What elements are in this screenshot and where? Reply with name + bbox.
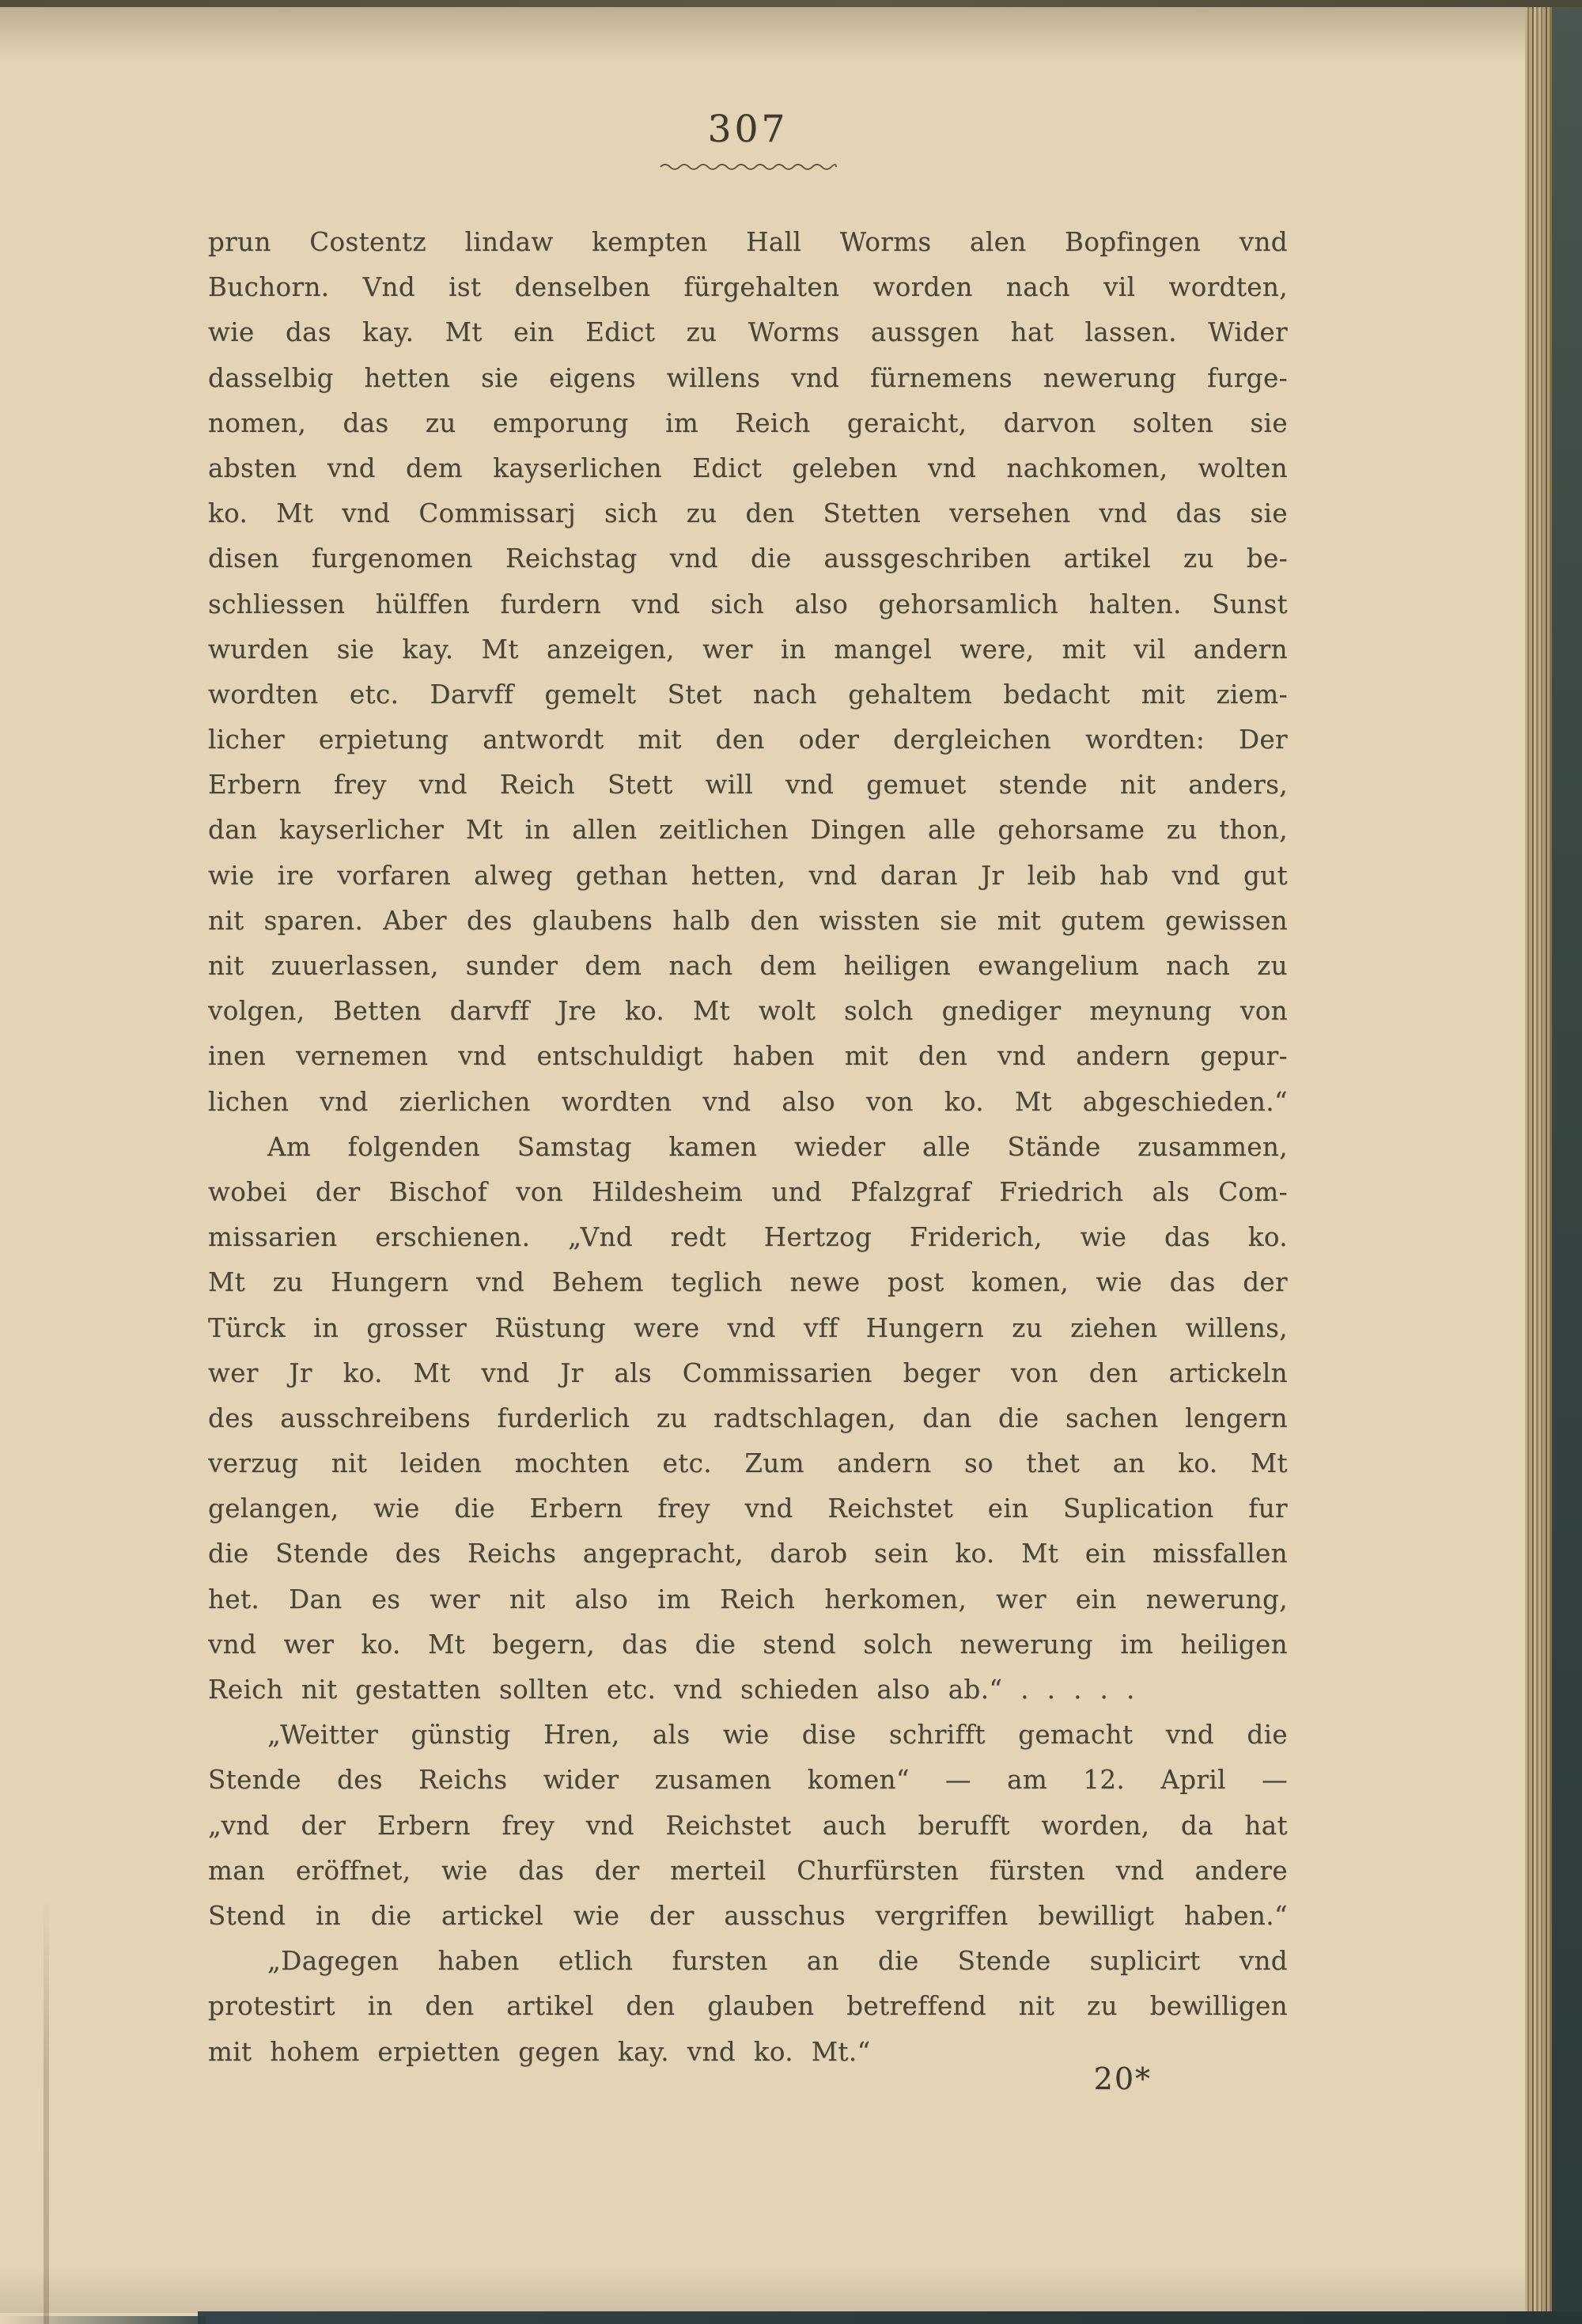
text-line: „Weitter günstig Hren, als wie dise schrifft gemacht vnd die <box>267 1720 1288 1751</box>
text-line: ko. Mt vnd Commissarj sich zu den Stetten versehen vnd das sie <box>208 498 1288 529</box>
text-line: nit zuuerlassen, sunder dem nach dem heiligen ewangelium nach zu <box>208 951 1288 981</box>
text-line: protestirt in den artikel den glauben betreffend nit zu bewilligen <box>208 1991 1288 2022</box>
scan-bottom-edge-fade <box>0 2316 206 2324</box>
paper-shadow-top <box>0 6 1582 62</box>
text-line: Stende des Reichs wider zusamen komen“ — am 12. April — <box>208 1765 1288 1796</box>
text-line: wie ire vorfaren alweg gethan hetten, vnd daran Jr leib hab vnd gut <box>208 860 1288 891</box>
text-line: vnd wer ko. Mt begern, das die stend solch newerung im heiligen <box>208 1629 1288 1660</box>
text-line: gelangen, wie die Erbern frey vnd Reichstet ein Suplication fur <box>208 1493 1288 1524</box>
text-line: schliessen hülffen furdern vnd sich also gehorsamlich halten. Sunst <box>208 589 1288 619</box>
text-line: nomen, das zu emporung im Reich geraicht, darvon solten sie <box>208 407 1288 438</box>
book-page-edges <box>1525 0 1552 2324</box>
text-line: dasselbig hetten sie eigens willens vnd fürnemens newerung furge- <box>208 362 1288 393</box>
page-header <box>208 109 1288 171</box>
text-line: Türck in grosser Rüstung were vnd vff Hungern zu ziehen willens, <box>208 1312 1288 1343</box>
text-line: wordten etc. Darvff gemelt Stet nach gehaltem bedacht mit ziem- <box>208 679 1288 710</box>
text-line: lichen vnd zierlichen wordten vnd also von ko. Mt abgeschieden.“ <box>208 1086 1288 1117</box>
text-line: wobei der Bischof von Hildesheim und Pfalzgraf Friedrich als Com- <box>208 1176 1288 1207</box>
text-line: wie das kay. Mt ein Edict zu Worms aussgen hat lassen. Wider <box>208 317 1288 348</box>
scan-top-edge <box>0 0 1582 7</box>
scan-bottom-edge <box>198 2311 1582 2324</box>
text-line: die Stende des Reichs angepracht, darob sein ko. Mt ein missfallen <box>208 1539 1288 1569</box>
page-number: 307 <box>707 108 789 151</box>
text-line: nit sparen. Aber des glaubens halb den wissten sie mit gutem gewissen <box>208 905 1288 936</box>
paper-shadow-bottom <box>0 2265 1582 2313</box>
text-line: Am folgenden Samstag kamen wieder alle Stände zusammen, <box>267 1131 1288 1162</box>
page-left-edge-shadow <box>44 1898 49 2324</box>
text-line: volgen, Betten darvff Jre ko. Mt wolt solch gnediger meynung von <box>208 996 1288 1027</box>
text-line: absten vnd dem kayserlichen Edict geleben vnd nachkomen, wolten <box>208 452 1288 483</box>
text-line: „Dagegen haben etlich fursten an die Stende suplicirt vnd <box>267 1946 1288 1977</box>
text-line: licher erpietung antwordt mit den oder dergleichen wordten: Der <box>208 725 1288 755</box>
text-line: het. Dan es wer nit also im Reich herkomen, wer ein newerung, <box>208 1584 1288 1614</box>
text-line: verzug nit leiden mochten etc. Zum andern so thet an ko. Mt <box>208 1448 1288 1479</box>
text-line: Erbern frey vnd Reich Stett will vnd gemuet stende nit anders, <box>208 770 1288 801</box>
text-line: „vnd der Erbern frey vnd Reichstet auch berufft worden, da hat <box>208 1810 1288 1841</box>
text-line: wurden sie kay. Mt anzeigen, wer in mangel were, mit vil andern <box>208 634 1288 664</box>
text-line: man eröffnet, wie das der merteil Churfürsten fürsten vnd andere <box>208 1855 1288 1886</box>
text-line: inen vernemen vnd entschuldigt haben mit den vnd andern gepur- <box>208 1041 1288 1072</box>
text-line: Reich nit gestatten sollten etc. vnd schieden also ab.“ . . . . . <box>208 1675 1135 1705</box>
text-line: wer Jr ko. Mt vnd Jr als Commissarien beger von den artickeln <box>208 1357 1288 1388</box>
text-line: prun Costentz lindaw kempten Hall Worms alen Bopfingen vnd <box>208 227 1288 257</box>
text-line: des ausschreibens furderlich zu radtschlagen, dan die sachen lengern <box>208 1402 1288 1433</box>
text-line: Mt zu Hungern vnd Behem teglich newe post komen, wie das der <box>208 1267 1288 1298</box>
wavy-rule-ornament <box>659 161 838 171</box>
book-cover-edge <box>1552 0 1582 2324</box>
text-line: Stend in die artickel wie der ausschus vergriffen bewilligt haben.“ <box>208 1900 1288 1931</box>
text-block <box>208 220 1288 2075</box>
text-line: mit hohem erpietten gegen kay. vnd ko. Mt.“ <box>208 2036 871 2067</box>
text-line: Buchorn. Vnd ist denselben fürgehalten worden nach vil wordten, <box>208 272 1288 303</box>
signature-mark: 20* <box>1093 2061 1152 2096</box>
text-line: disen furgenomen Reichstag vnd die aussgeschriben artikel zu be- <box>208 543 1288 574</box>
text-line: missarien erschienen. „Vnd redt Hertzog Friderich, wie das ko. <box>208 1222 1288 1253</box>
text-line: dan kayserlicher Mt in allen zeitlichen Dingen alle gehorsame zu thon, <box>208 815 1288 846</box>
